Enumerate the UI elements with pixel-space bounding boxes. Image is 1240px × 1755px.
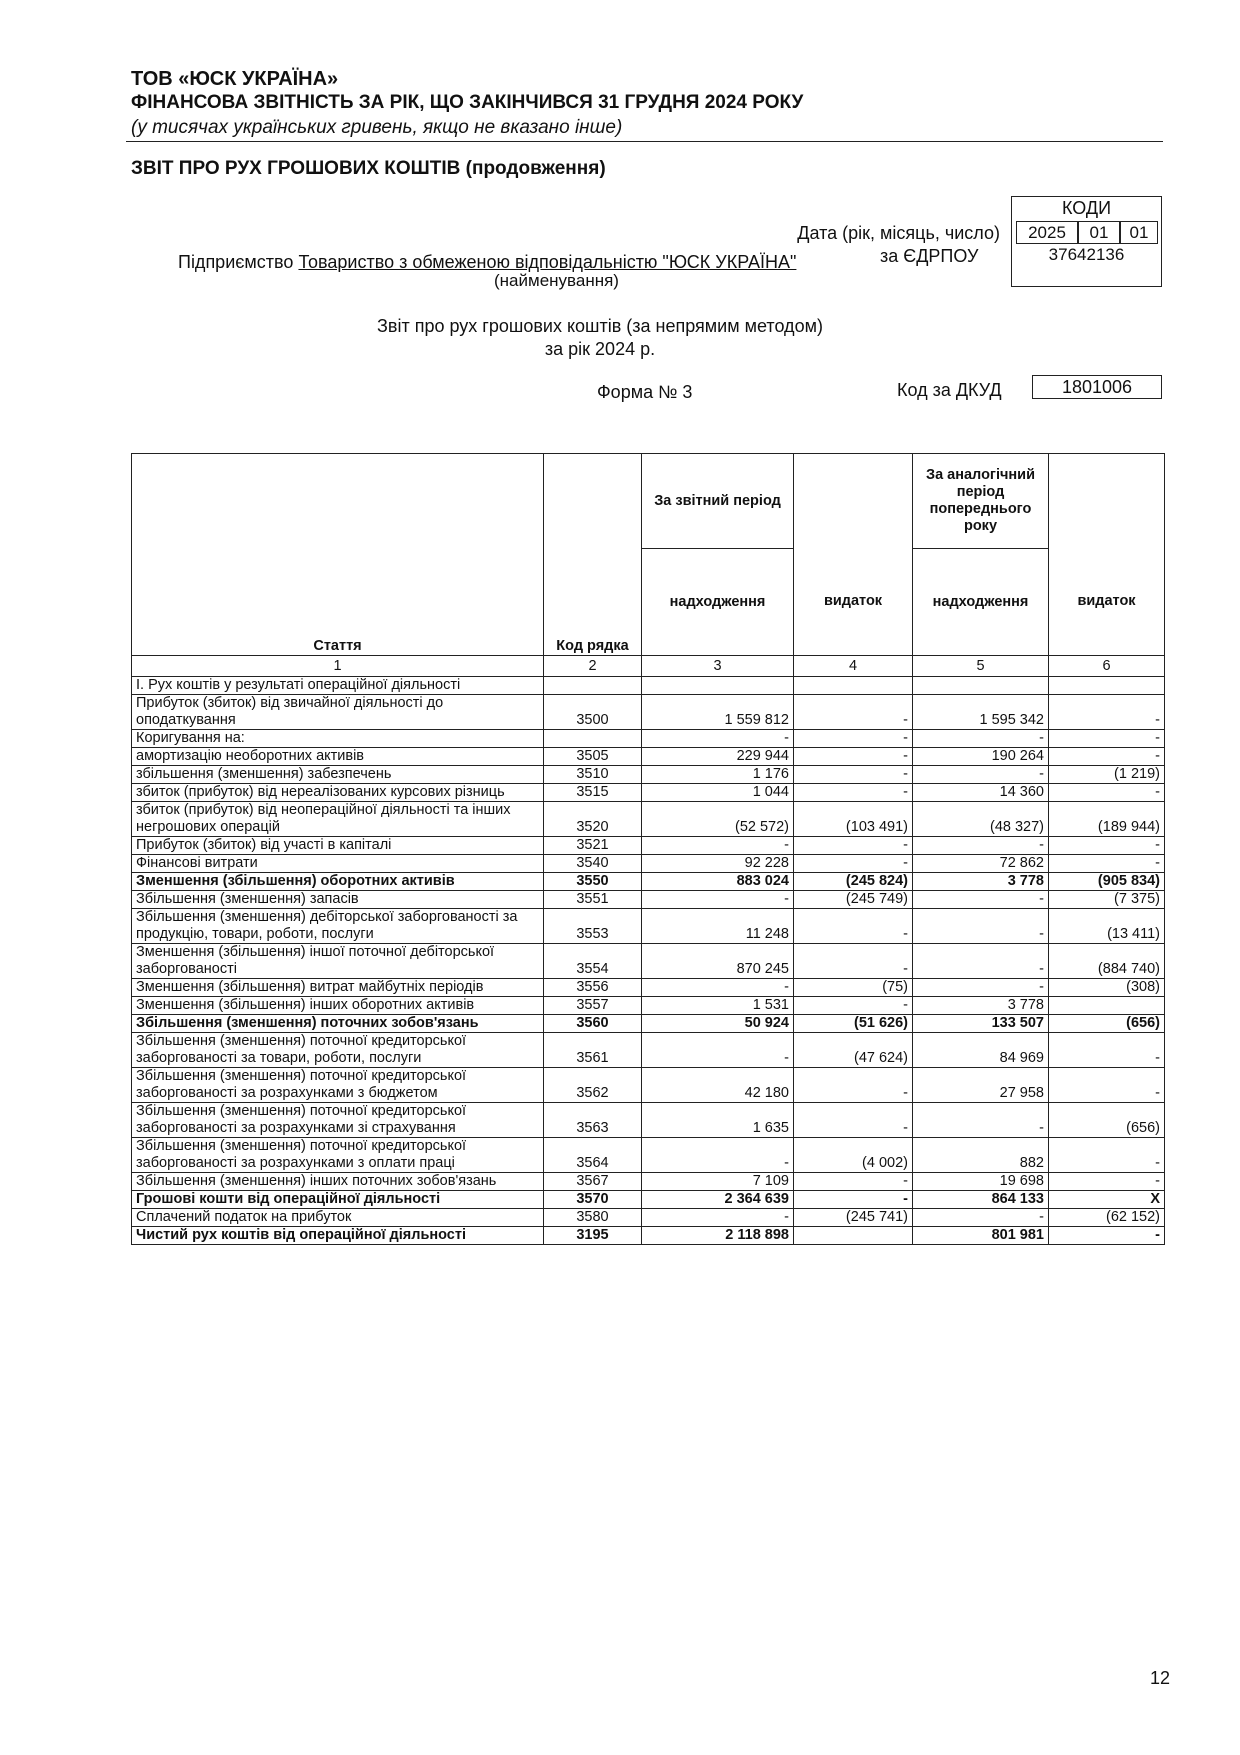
col-num-3: 3 xyxy=(642,656,794,677)
outflow-current: - xyxy=(794,784,913,802)
row-code: 3567 xyxy=(544,1173,642,1191)
inflow-current: - xyxy=(642,837,794,855)
outflow-current: (47 624) xyxy=(794,1033,913,1068)
table-row xyxy=(132,748,1165,766)
row-code: 3195 xyxy=(544,1227,642,1245)
outflow-previous: (884 740) xyxy=(1049,944,1165,979)
outflow-previous: (189 944) xyxy=(1049,802,1165,837)
table-row xyxy=(132,677,1165,695)
inflow-current: - xyxy=(642,891,794,909)
inflow-previous: - xyxy=(913,730,1049,748)
code-month: 01 xyxy=(1078,221,1120,244)
row-code: 3563 xyxy=(544,1103,642,1138)
outflow-current: - xyxy=(794,1103,913,1138)
inflow-current: 1 635 xyxy=(642,1103,794,1138)
inflow-previous: - xyxy=(913,1103,1049,1138)
inflow-current: 1 044 xyxy=(642,784,794,802)
outflow-previous: (1 219) xyxy=(1049,766,1165,784)
outflow-previous: - xyxy=(1049,855,1165,873)
row-label: Збільшення (зменшення) поточної кредиторської заборгованості за розрахунками з оплати праці xyxy=(132,1138,544,1173)
outflow-previous: - xyxy=(1049,1227,1165,1245)
outflow-current: - xyxy=(794,1173,913,1191)
units-note: (у тисячах українських гривень, якщо не вказано інше) xyxy=(131,117,623,138)
codes-title: КОДИ xyxy=(1061,198,1112,218)
inflow-previous: - xyxy=(913,766,1049,784)
row-label: Прибуток (збиток) від участі в капіталі xyxy=(132,837,544,855)
outflow-current: - xyxy=(794,855,913,873)
table-row xyxy=(132,1227,1165,1245)
header-inflow-current: надходження xyxy=(642,549,794,656)
outflow-previous: - xyxy=(1049,1033,1165,1068)
outflow-current: (75) xyxy=(794,979,913,997)
row-code: 3557 xyxy=(544,997,642,1015)
header-outflow-current: видаток xyxy=(794,549,913,656)
row-code xyxy=(544,730,642,748)
outflow-previous: - xyxy=(1049,837,1165,855)
outflow-current: - xyxy=(794,837,913,855)
header-divider xyxy=(126,141,1163,142)
table-row xyxy=(132,997,1165,1015)
header-outflow-previous: видаток xyxy=(1049,549,1165,656)
row-label: Сплачений податок на прибуток xyxy=(132,1209,544,1227)
inflow-previous: 19 698 xyxy=(913,1173,1049,1191)
inflow-previous: 84 969 xyxy=(913,1033,1049,1068)
outflow-previous: - xyxy=(1049,730,1165,748)
row-label: Фінансові витрати xyxy=(132,855,544,873)
row-label: Чистий рух коштів від операційної діяльності xyxy=(132,1227,544,1245)
inflow-current: 11 248 xyxy=(642,909,794,944)
outflow-current: - xyxy=(794,997,913,1015)
company-name: ТОВ «ЮСК УКРАЇНА» xyxy=(131,68,339,90)
table-row xyxy=(132,1103,1165,1138)
outflow-previous: (656) xyxy=(1049,1103,1165,1138)
row-code: 3564 xyxy=(544,1138,642,1173)
outflow-current: - xyxy=(794,1068,913,1103)
row-code: 3560 xyxy=(544,1015,642,1033)
dkud-code: 1801006 xyxy=(1032,375,1162,399)
row-code: 3554 xyxy=(544,944,642,979)
row-code: 3521 xyxy=(544,837,642,855)
edrpou-label: за ЄДРПОУ xyxy=(880,246,979,266)
inflow-current: 1 559 812 xyxy=(642,695,794,730)
col-num-6: 6 xyxy=(1049,656,1165,677)
col-num-5: 5 xyxy=(913,656,1049,677)
table-row xyxy=(132,1173,1165,1191)
row-label: амортизацію необоротних активів xyxy=(132,748,544,766)
inflow-current: - xyxy=(642,1138,794,1173)
inflow-previous: 3 778 xyxy=(913,873,1049,891)
row-code: 3510 xyxy=(544,766,642,784)
outflow-previous: - xyxy=(1049,1068,1165,1103)
outflow-previous: - xyxy=(1049,1173,1165,1191)
outflow-previous: - xyxy=(1049,695,1165,730)
inflow-previous: (48 327) xyxy=(913,802,1049,837)
outflow-previous xyxy=(1049,677,1165,695)
outflow-previous: (656) xyxy=(1049,1015,1165,1033)
outflow-current: - xyxy=(794,944,913,979)
row-label: збільшення (зменшення) забезпечень xyxy=(132,766,544,784)
outflow-current: - xyxy=(794,730,913,748)
inflow-previous: - xyxy=(913,891,1049,909)
enterprise-name: Товариство з обмеженою відповідальністю "ЮСК УКРАЇНА" xyxy=(298,252,797,272)
row-label: збиток (прибуток) від нереалізованих курсових різниць xyxy=(132,784,544,802)
inflow-previous: - xyxy=(913,944,1049,979)
inflow-previous: 14 360 xyxy=(913,784,1049,802)
outflow-current: - xyxy=(794,766,913,784)
outflow-current: - xyxy=(794,748,913,766)
table-row xyxy=(132,873,1165,891)
header-article: Стаття xyxy=(132,454,544,656)
inflow-current: 7 109 xyxy=(642,1173,794,1191)
row-code: 3505 xyxy=(544,748,642,766)
inflow-current: 92 228 xyxy=(642,855,794,873)
inflow-current: - xyxy=(642,979,794,997)
row-code: 3515 xyxy=(544,784,642,802)
row-label: Зменшення (збільшення) іншої поточної дебіторської заборгованості xyxy=(132,944,544,979)
inflow-previous: 133 507 xyxy=(913,1015,1049,1033)
col-num-4: 4 xyxy=(794,656,913,677)
enterprise-label: Підприємство xyxy=(178,252,294,272)
outflow-previous: X xyxy=(1049,1191,1165,1209)
row-code: 3540 xyxy=(544,855,642,873)
row-code xyxy=(544,677,642,695)
inflow-current: 2 364 639 xyxy=(642,1191,794,1209)
inflow-previous: 27 958 xyxy=(913,1068,1049,1103)
inflow-previous xyxy=(913,677,1049,695)
row-label: Збільшення (зменшення) поточної кредиторської заборгованості за товари, роботи, послуги xyxy=(132,1033,544,1068)
inflow-current: 229 944 xyxy=(642,748,794,766)
inflow-previous: 72 862 xyxy=(913,855,1049,873)
row-label: Коригування на: xyxy=(132,730,544,748)
table-row xyxy=(132,784,1165,802)
inflow-current: 1 531 xyxy=(642,997,794,1015)
col-num-1: 1 xyxy=(132,656,544,677)
outflow-current: - xyxy=(794,1191,913,1209)
outflow-previous: (905 834) xyxy=(1049,873,1165,891)
outflow-current xyxy=(794,1227,913,1245)
outflow-previous: (13 411) xyxy=(1049,909,1165,944)
outflow-current xyxy=(794,677,913,695)
row-label: Збільшення (зменшення) поточної кредиторської заборгованості за розрахунками з бюджетом xyxy=(132,1068,544,1103)
outflow-current: (4 002) xyxy=(794,1138,913,1173)
cash-flow-table xyxy=(131,453,1165,1245)
inflow-previous: - xyxy=(913,909,1049,944)
outflow-current: (245 741) xyxy=(794,1209,913,1227)
code-year: 2025 xyxy=(1016,221,1078,244)
table-row xyxy=(132,766,1165,784)
table-row xyxy=(132,855,1165,873)
inflow-current: 42 180 xyxy=(642,1068,794,1103)
row-label: Зменшення (збільшення) витрат майбутніх періодів xyxy=(132,979,544,997)
header-current-period: За звітний період xyxy=(642,454,794,549)
row-code: 3562 xyxy=(544,1068,642,1103)
row-label: Збільшення (зменшення) дебіторської заборгованості за продукцію, товари, роботи, послуги xyxy=(132,909,544,944)
table-row xyxy=(132,1033,1165,1068)
dkud-label: Код за ДКУД xyxy=(897,380,1002,400)
col-num-2: 2 xyxy=(544,656,642,677)
table-row xyxy=(132,979,1165,997)
statement-heading: ЗВІТ ПРО РУХ ГРОШОВИХ КОШТІВ (продовження) xyxy=(131,158,606,179)
row-label: Грошові кошти від операційної діяльності xyxy=(132,1191,544,1209)
row-label: Зменшення (збільшення) інших оборотних активів xyxy=(132,997,544,1015)
statement-period: за рік 2024 р. xyxy=(544,339,656,359)
date-codes xyxy=(1016,221,1158,244)
row-label: збиток (прибуток) від неопераційної діяльності та інших негрошових операцій xyxy=(132,802,544,837)
outflow-current: - xyxy=(794,909,913,944)
outflow-current: (103 491) xyxy=(794,802,913,837)
row-code: 3561 xyxy=(544,1033,642,1068)
table-body xyxy=(132,677,1165,1245)
header-previous-blank xyxy=(1049,454,1165,549)
outflow-previous: (308) xyxy=(1049,979,1165,997)
table-row xyxy=(132,891,1165,909)
table-row xyxy=(132,730,1165,748)
code-day: 01 xyxy=(1120,221,1158,244)
table-row xyxy=(132,1138,1165,1173)
header-current-blank xyxy=(794,454,913,549)
row-label: Прибуток (збиток) від звичайної діяльності до оподаткування xyxy=(132,695,544,730)
table-row xyxy=(132,944,1165,979)
inflow-current: 870 245 xyxy=(642,944,794,979)
outflow-current: (51 626) xyxy=(794,1015,913,1033)
table-row xyxy=(132,1209,1165,1227)
row-label: Збільшення (зменшення) запасів xyxy=(132,891,544,909)
outflow-previous: - xyxy=(1049,784,1165,802)
outflow-previous: (7 375) xyxy=(1049,891,1165,909)
enterprise-line xyxy=(178,252,796,273)
inflow-previous: 190 264 xyxy=(913,748,1049,766)
table-row xyxy=(132,1068,1165,1103)
inflow-previous: - xyxy=(913,1209,1049,1227)
page-number: 12 xyxy=(1150,1668,1171,1688)
inflow-previous: 882 xyxy=(913,1138,1049,1173)
outflow-previous: - xyxy=(1049,1138,1165,1173)
row-code: 3580 xyxy=(544,1209,642,1227)
report-title: ФІНАНСОВА ЗВІТНІСТЬ ЗА РІК, ЩО ЗАКІНЧИВСЯ 31 ГРУДНЯ 2024 РОКУ xyxy=(131,92,804,113)
row-code: 3556 xyxy=(544,979,642,997)
table-row xyxy=(132,837,1165,855)
row-code: 3550 xyxy=(544,873,642,891)
inflow-previous: 801 981 xyxy=(913,1227,1049,1245)
date-label: Дата (рік, місяць, число) xyxy=(797,223,1000,243)
statement-title: Звіт про рух грошових коштів (за непрямим методом) xyxy=(377,316,823,336)
header-inflow-previous: надходження xyxy=(913,549,1049,656)
inflow-current: - xyxy=(642,1033,794,1068)
edrpou-code: 37642136 xyxy=(1048,245,1125,264)
outflow-previous xyxy=(1049,997,1165,1015)
table-row xyxy=(132,802,1165,837)
row-label: Зменшення (збільшення) оборотних активів xyxy=(132,873,544,891)
row-code: 3551 xyxy=(544,891,642,909)
outflow-previous: - xyxy=(1049,748,1165,766)
table-row xyxy=(132,695,1165,730)
inflow-current: 50 924 xyxy=(642,1015,794,1033)
outflow-previous: (62 152) xyxy=(1049,1209,1165,1227)
inflow-previous: 864 133 xyxy=(913,1191,1049,1209)
inflow-current: 1 176 xyxy=(642,766,794,784)
inflow-previous: 3 778 xyxy=(913,997,1049,1015)
inflow-previous: - xyxy=(913,837,1049,855)
table-row xyxy=(132,909,1165,944)
inflow-current: 883 024 xyxy=(642,873,794,891)
outflow-current: - xyxy=(794,695,913,730)
table-row xyxy=(132,1015,1165,1033)
inflow-current xyxy=(642,677,794,695)
inflow-current: - xyxy=(642,730,794,748)
row-label: Збільшення (зменшення) поточних зобов'язань xyxy=(132,1015,544,1033)
header-code: Код рядка xyxy=(544,454,642,656)
row-code: 3553 xyxy=(544,909,642,944)
table-row xyxy=(132,1191,1165,1209)
outflow-current: (245 749) xyxy=(794,891,913,909)
name-caption: (найменування) xyxy=(494,271,619,290)
inflow-previous: 1 595 342 xyxy=(913,695,1049,730)
row-label: I. Рух коштів у результаті операційної діяльності xyxy=(132,677,544,695)
row-code: 3500 xyxy=(544,695,642,730)
row-label: Збільшення (зменшення) інших поточних зобов'язань xyxy=(132,1173,544,1191)
row-code: 3570 xyxy=(544,1191,642,1209)
row-code: 3520 xyxy=(544,802,642,837)
form-number: Форма № 3 xyxy=(597,382,693,402)
inflow-current: (52 572) xyxy=(642,802,794,837)
inflow-previous: - xyxy=(913,979,1049,997)
inflow-current: 2 118 898 xyxy=(642,1227,794,1245)
header-previous-period: За аналогічний період попереднього року xyxy=(913,454,1049,549)
outflow-current: (245 824) xyxy=(794,873,913,891)
inflow-current: - xyxy=(642,1209,794,1227)
row-label: Збільшення (зменшення) поточної кредиторської заборгованості за розрахунками зі страхування xyxy=(132,1103,544,1138)
